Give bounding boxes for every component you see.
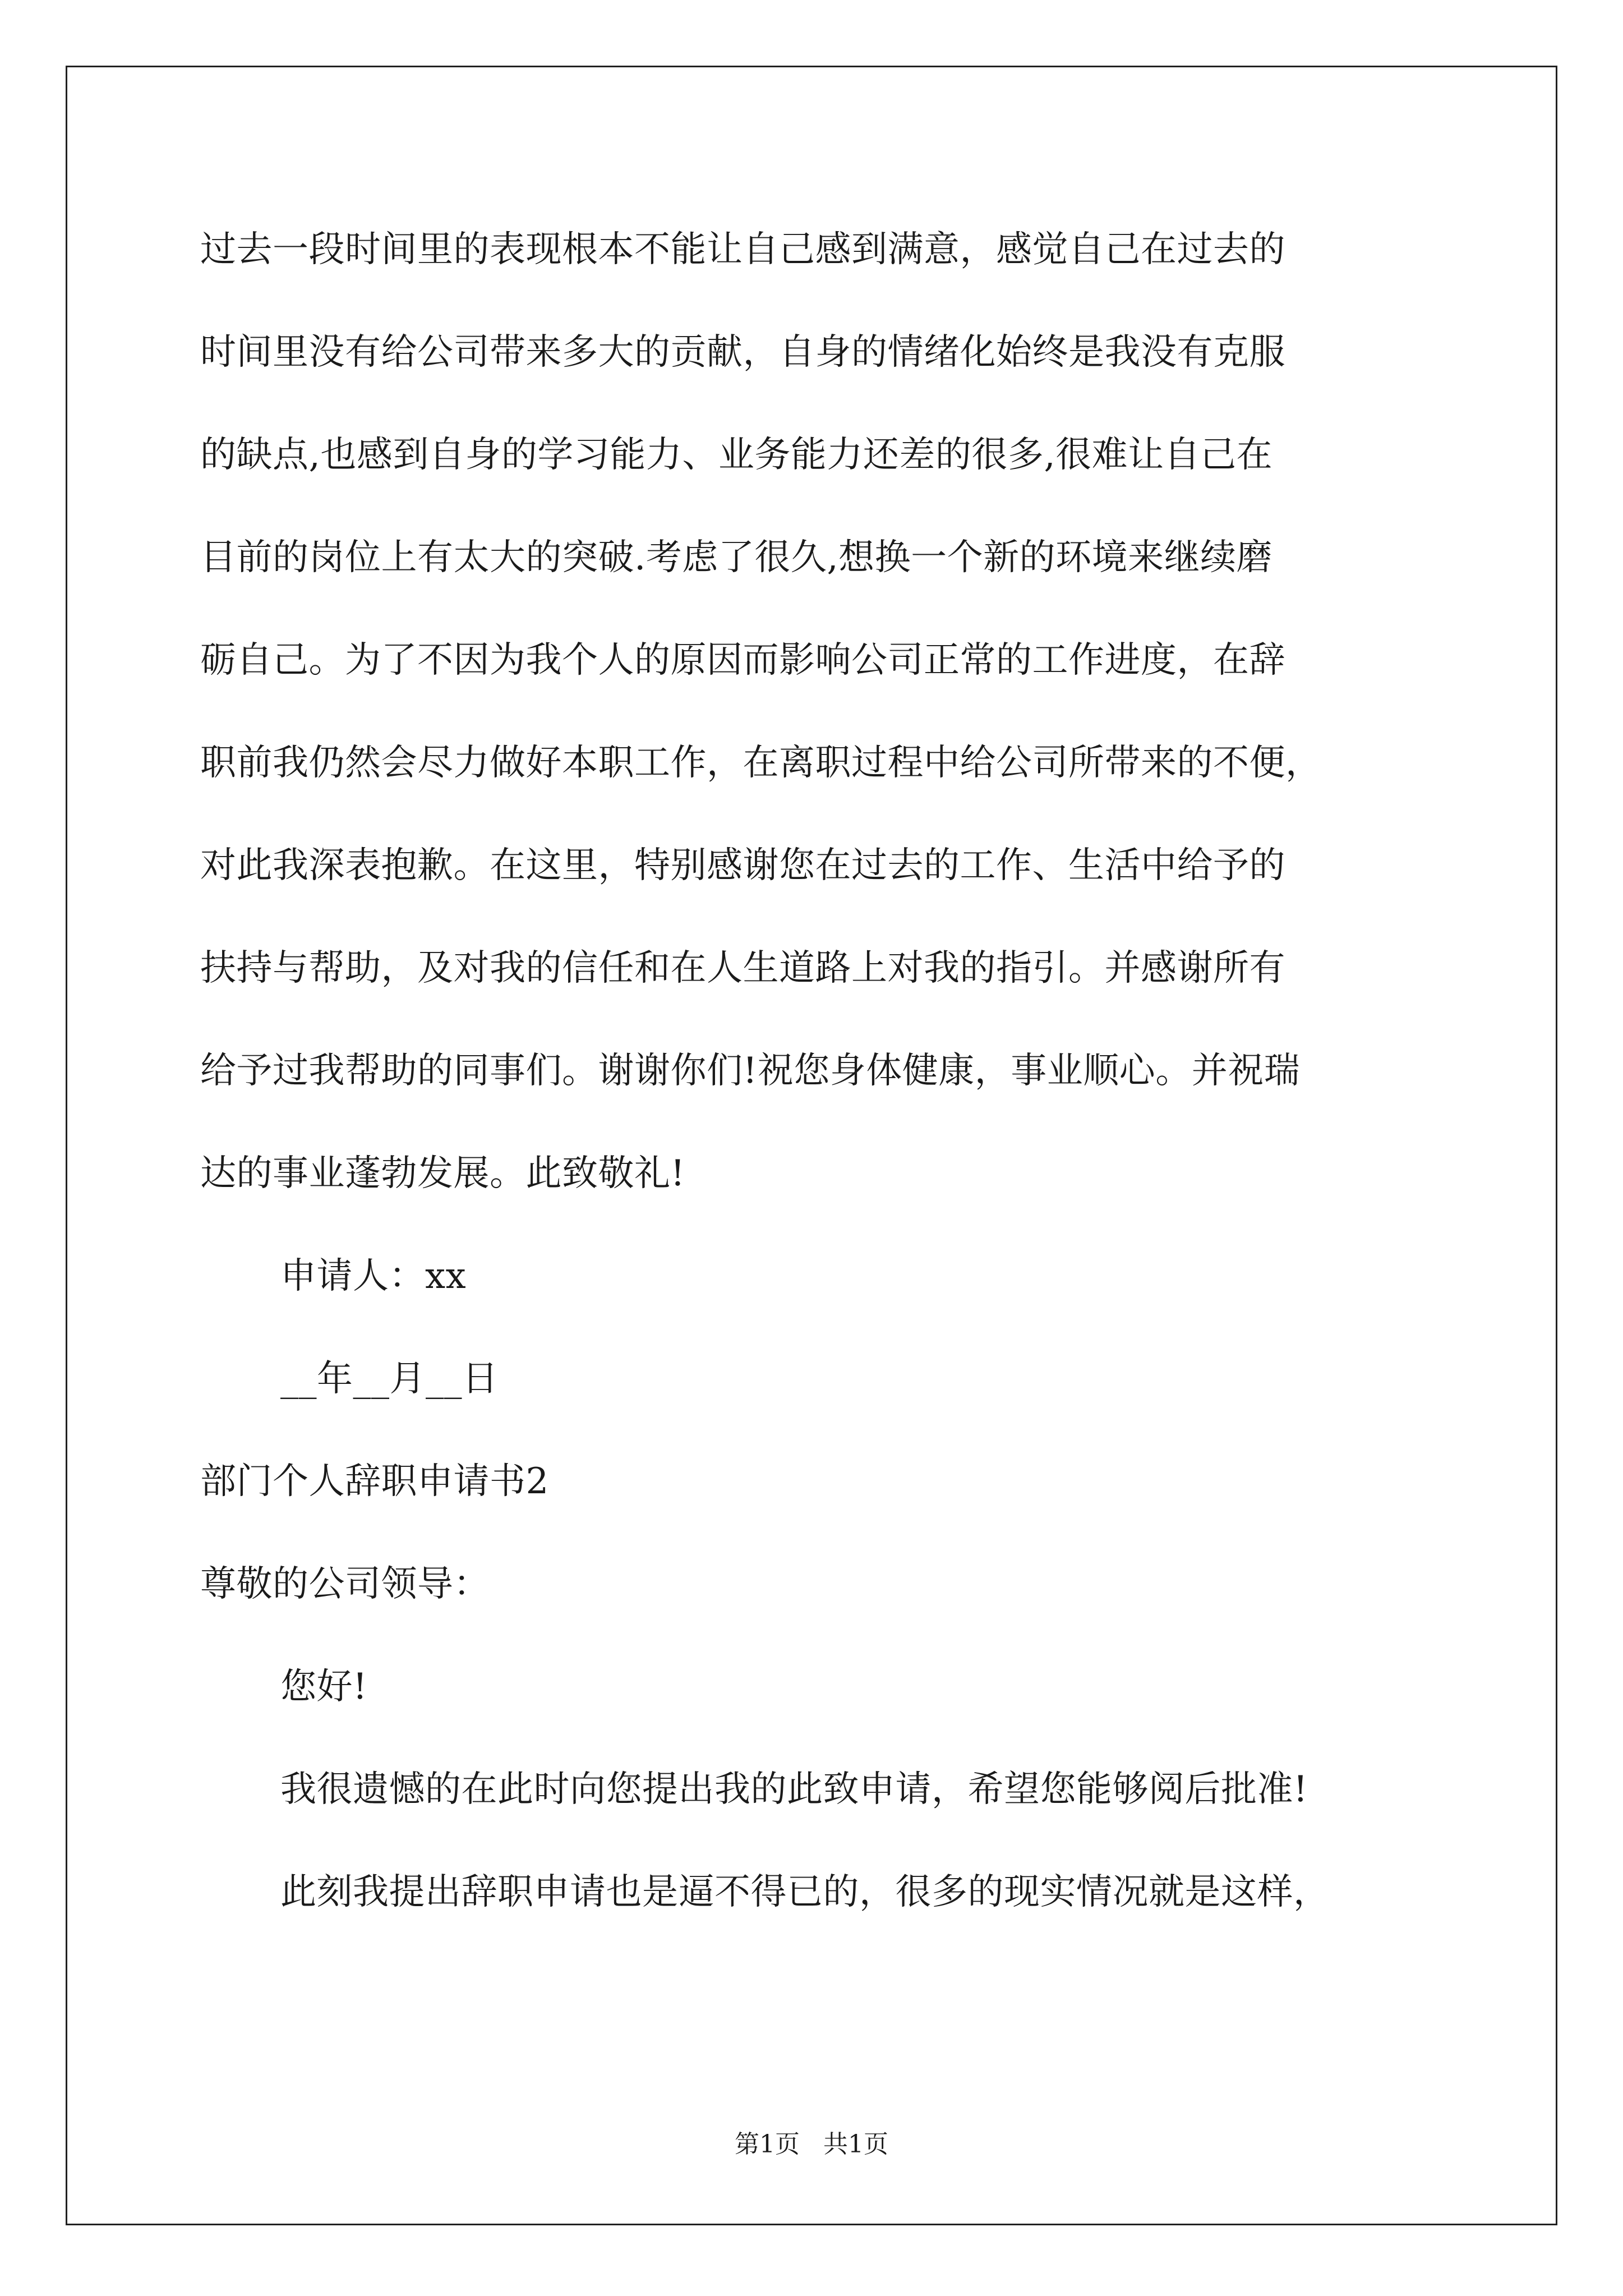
body-line-10: 达的事业蓬勃发展。此致敬礼!	[200, 1153, 685, 1194]
body-line-4: 目前的岗位上有太大的突破.考虑了很久,想换一个新的环境来继续磨	[200, 537, 1273, 578]
body-line-1: 过去一段时间里的表现根本不能让自己感到满意，感觉自己在过去的	[200, 229, 1285, 270]
applicant-line: 申请人：xx	[280, 1255, 467, 1297]
paragraph-1: 我很遗憾的在此时向您提出我的此致申请，希望您能够阅后批准!	[280, 1769, 1308, 1810]
body-line-6: 职前我仍然会尽力做好本职工作，在离职过程中给公司所带来的不便，	[200, 742, 1322, 784]
date-line: __年__月__日	[280, 1358, 499, 1400]
body-line-2: 时间里没有给公司带来多大的贡献，自身的情绪化始终是我没有克服	[200, 332, 1285, 373]
greeting: 您好!	[280, 1666, 368, 1708]
body-line-9: 给予过我帮助的同事们。谢谢你们!祝您身体健康，事业顺心。并祝瑞	[200, 1050, 1301, 1092]
body-line-7: 对此我深表抱歉。在这里，特别感谢您在过去的工作、生活中给予的	[200, 845, 1285, 886]
body-line-5: 砺自己。为了不因为我个人的原因而影响公司正常的工作进度，在辞	[200, 639, 1285, 681]
body-line-3: 的缺点,也感到自身的学习能力、业务能力还差的很多,很难让自己在	[200, 434, 1273, 476]
page-footer: 第1页 共1页	[735, 2130, 888, 2159]
salutation: 尊敬的公司领导：	[200, 1563, 490, 1605]
paragraph-2: 此刻我提出辞职申请也是逼不得已的，很多的现实情况就是这样，	[280, 1871, 1330, 1913]
body-line-8: 扶持与帮助，及对我的信任和在人生道路上对我的指引。并感谢所有	[200, 947, 1285, 989]
section-title: 部门个人辞职申请书2	[200, 1461, 549, 1502]
